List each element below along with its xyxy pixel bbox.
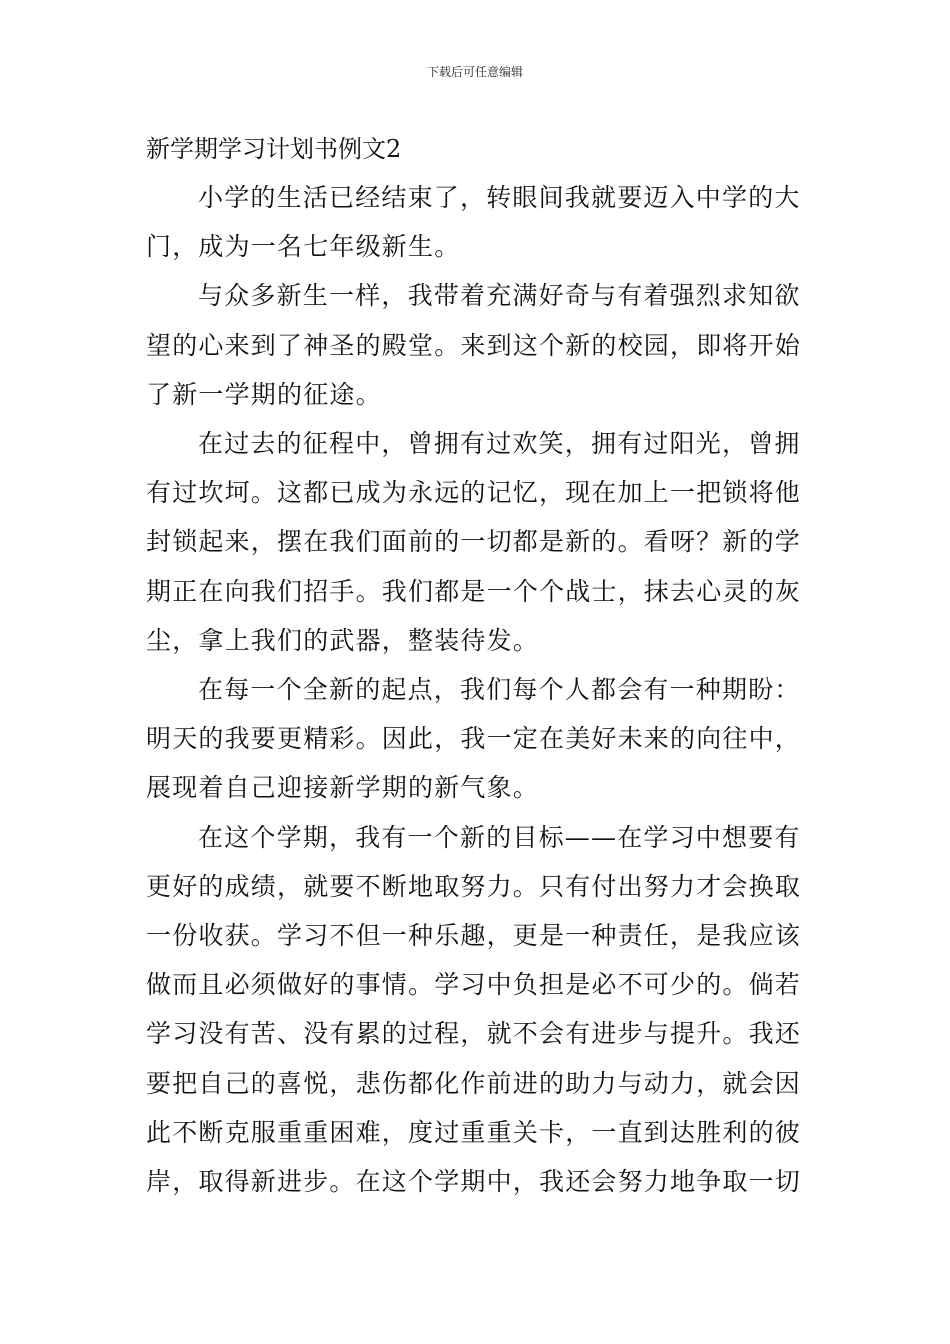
text-line: 学习没有苦、没有累的过程，就不会有进步与提升。我还 — [146, 1019, 802, 1049]
text-line: 与众多新生一样，我带着充满好奇与有着强烈求知欲 — [198, 281, 801, 311]
text-line: 在过去的征程中，曾拥有过欢笑，拥有过阳光，曾拥 — [198, 429, 801, 459]
text-line: 展现着自己迎接新学期的新气象。 — [146, 773, 540, 803]
text-line: 封锁起来，摆在我们面前的一切都是新的。看呀？新的学 — [146, 527, 802, 557]
text-line: 有过坎坷。这都已成为永远的记忆，现在加上一把锁将他 — [146, 478, 802, 508]
paragraph-5 — [146, 813, 806, 1207]
text-line: 一份收获。学习不但一种乐趣，更是一种责任，是我应该 — [146, 921, 802, 951]
text-line: 在每一个全新的起点，我们每个人都会有一种期盼： — [198, 675, 801, 705]
paragraph-1 — [146, 173, 806, 271]
paragraph-2 — [146, 271, 806, 419]
text-line: 更好的成绩，就要不断地取努力。只有付出努力才会换取 — [146, 871, 802, 901]
text-line: 明天的我要更精彩。因此，我一定在美好未来的向往中， — [146, 724, 802, 754]
page-header: 下载后可任意编辑 — [426, 65, 523, 79]
text-line: 期正在向我们招手。我们都是一个个战士，抹去心灵的灰 — [146, 576, 802, 606]
text-line: 门，成为一名七年级新生。 — [146, 232, 461, 262]
text-line: 尘，拿上我们的武器，整装待发。 — [146, 625, 540, 655]
text-line: 小学的生活已经结束了，转眼间我就要迈入中学的大 — [198, 183, 801, 212]
paragraph-3 — [146, 419, 806, 665]
document-body — [146, 125, 806, 1206]
text-line: 要把自己的喜悦，悲伤都化作前进的助力与动力，就会因 — [146, 1068, 802, 1098]
text-line: 此不断克服重重困难，度过重重关卡，一直到达胜利的彼 — [146, 1117, 802, 1147]
document-title: 新学期学习计划书例文2 — [146, 135, 402, 163]
text-line: 岸，取得新进步。在这个学期中，我还会努力地争取一切 — [146, 1167, 802, 1197]
paragraph-4 — [146, 665, 806, 813]
text-line: 在这个学期，我有一个新的目标——在学习中想要有 — [198, 822, 801, 852]
text-line: 望的心来到了神圣的殿堂。来到这个新的校园，即将开始 — [146, 330, 802, 360]
text-line: 做而且必须做好的事情。学习中负担是必不可少的。倘若 — [146, 970, 802, 1000]
text-line: 了新一学期的征途。 — [146, 379, 382, 409]
